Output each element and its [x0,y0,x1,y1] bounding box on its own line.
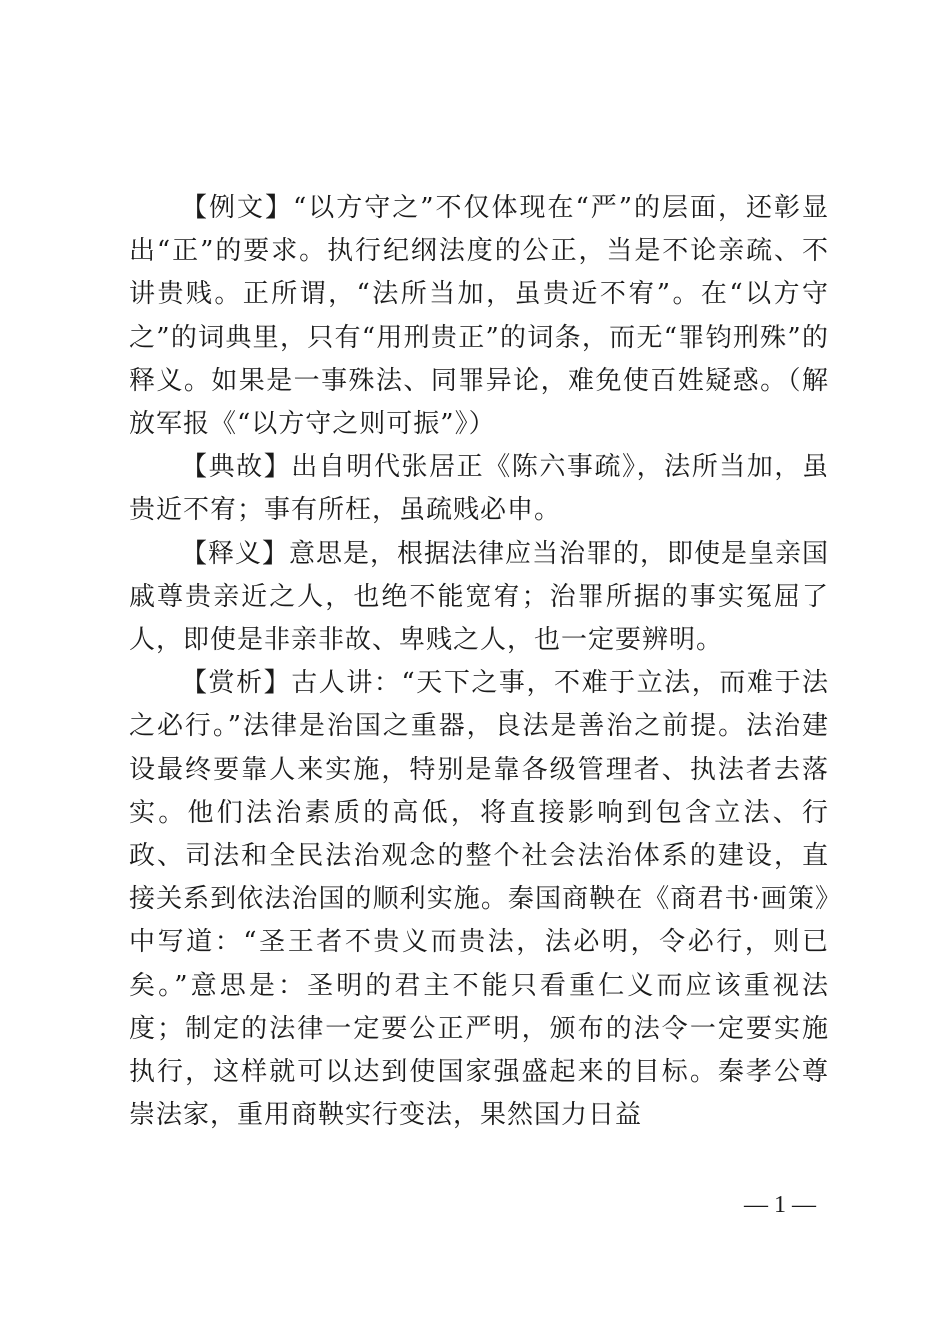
paragraph-meaning: 【释义】意思是，根据法律应当治罪的，即使是皇亲国戚尊贵亲近之人，也绝不能宽宥；治罪所据的事实冤屈了人，即使是非亲非故、卑贱之人，也一定要辨明。 [129,538,830,656]
page-number: — 1 — [744,1192,816,1218]
document-body [129,187,829,1137]
paragraph-allusion: 【典故】出自明代张居正《陈六事疏》，法所当加，虽贵近不宥；事有所枉，虽疏贱必申。 [129,452,829,526]
paragraph-example: 【例文】“以方守之”不仅体现在“严”的层面，还彰显出“正”的要求。执行纪纲法度的公正，当是不论亲疏、不讲贵贱。正所谓，“法所当加，虽贵近不宥”。在“以方守之”的词典里，只有“用刑贵正”的词条，而无“罪钧刑殊”的释义。如果是一事殊法、同罪异论，难免使百姓疑惑。（解放军报《“以方守之则可振”》） [129,193,829,440]
paragraph-appreciation: 【赏析】古人讲：“天下之事，不难于立法，而难于法之必行。”法律是治国之重器，良法是善治之前提。法治建设最终要靠人来实施，特别是靠各级管理者、执法者去落实。他们法治素质的高低，将直接影响到包含立法、行政、司法和全民法治观念的整个社会法治体系的建设，直接关系到依法治国的顺利实施。秦国商鞅在《商君书·画策》中写道：“圣王者不贵义而贵法，法必明，令必行，则已矣。”意思是：圣明的君主不能只看重仁义而应该重视法度；制定的法律一定要公正严明，颁布的法令一定要实施执行，这样就可以达到使国家强盛起来的目标。秦孝公尊崇法家，重用商鞅实行变法，果然国力日益 [129,668,829,1131]
